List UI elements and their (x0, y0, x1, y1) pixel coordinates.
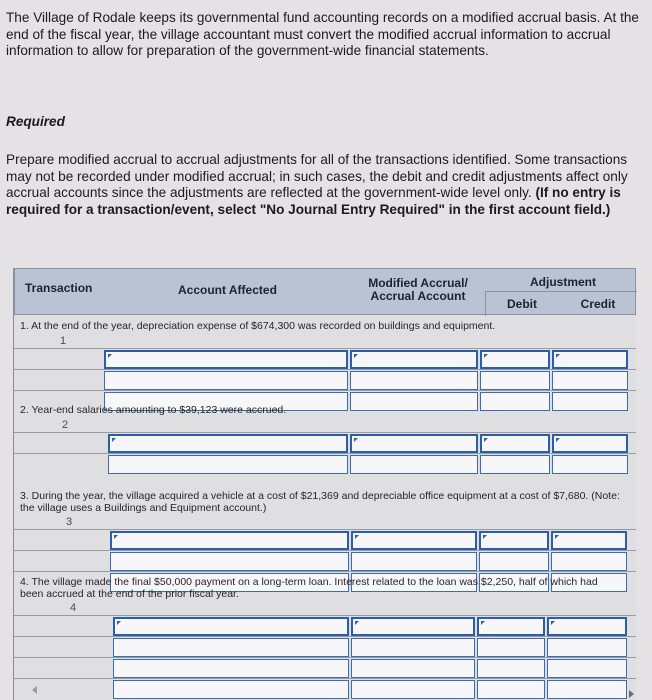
debit-input[interactable] (480, 455, 550, 474)
table-row (14, 636, 636, 658)
header-transaction: Transaction (25, 281, 93, 295)
instructions-bold-note: (If no entry is required for a transaction/event, select "No Journal Entry Required" in the first account field.) (6, 185, 621, 217)
field-marker-icon (484, 354, 488, 358)
intro-paragraph: The Village of Rodale keeps its governmental fund accounting records on a modified accrual basis. At the end of the fiscal year, the village accountant must convert the modified accrual information to accrual information to allow for preparation of the government-wide financial statements. (6, 10, 639, 58)
scroll-left-icon[interactable] (32, 686, 37, 694)
credit-input[interactable] (547, 617, 627, 636)
credit-input[interactable] (552, 434, 628, 453)
table-header (14, 268, 636, 315)
header-debit: Debit (507, 297, 537, 311)
field-marker-icon (112, 438, 116, 442)
account-affected-select[interactable] (113, 638, 349, 657)
account-affected-select[interactable] (104, 350, 348, 369)
header-modified-accrual-line1: Modified Accrual/ (368, 276, 468, 290)
field-marker-icon (556, 438, 560, 442)
account-affected-select[interactable] (113, 680, 349, 699)
credit-input[interactable] (547, 659, 627, 678)
field-marker-icon (484, 438, 488, 442)
field-marker-icon (114, 535, 118, 539)
table-row (14, 348, 636, 370)
accrual-account-field[interactable] (351, 531, 477, 550)
credit-input[interactable] (551, 531, 627, 550)
header-credit: Credit (580, 297, 616, 311)
transaction-number: 4 (69, 602, 77, 614)
table-row (14, 453, 636, 475)
field-marker-icon (556, 354, 560, 358)
accrual-account-field[interactable] (351, 552, 477, 571)
transaction-description: 4. The village made the final $50,000 payment on a long-term loan. Interest related to the loan was $2,250, half of which had been accrued at the end of the prior fiscal year. (20, 576, 598, 600)
field-marker-icon (354, 438, 358, 442)
transaction-description: 3. During the year, the village acquired a vehicle at a cost of $21,369 and depreciable office equipment at a cost of $7,680. (Note: the village uses a Buildings and Equipment account.) (20, 490, 620, 514)
field-marker-icon (483, 535, 487, 539)
transaction-number: 3 (65, 516, 73, 528)
credit-input[interactable] (552, 371, 628, 390)
transaction-description: 2. Year-end salaries amounting to $39,123 were accrued. (20, 404, 287, 416)
field-marker-icon (355, 621, 359, 625)
accrual-account-field[interactable] (350, 350, 478, 369)
instructions-paragraph (6, 152, 646, 218)
credit-input[interactable] (547, 638, 627, 657)
field-marker-icon (355, 535, 359, 539)
table-row (14, 369, 636, 391)
header-adjustment: Adjustment (530, 275, 596, 289)
debit-input[interactable] (479, 531, 549, 550)
debit-input[interactable] (477, 659, 545, 678)
accrual-account-field[interactable] (351, 680, 475, 699)
account-affected-select[interactable] (110, 531, 349, 550)
header-modified-accrual (353, 277, 483, 303)
debit-input[interactable] (479, 552, 549, 571)
credit-input[interactable] (547, 680, 627, 699)
account-affected-select[interactable] (110, 552, 349, 571)
field-marker-icon (108, 354, 112, 358)
field-marker-icon (117, 621, 121, 625)
account-affected-select[interactable] (113, 659, 349, 678)
account-affected-select[interactable] (108, 434, 348, 453)
credit-input[interactable] (552, 350, 628, 369)
table-row (14, 529, 636, 551)
debit-input[interactable] (477, 680, 545, 699)
account-affected-select[interactable] (113, 617, 349, 636)
table-row (14, 615, 636, 637)
accrual-account-field[interactable] (350, 455, 478, 474)
transaction-number: 1 (59, 335, 67, 347)
debit-input[interactable] (480, 434, 550, 453)
field-marker-icon (551, 621, 555, 625)
accrual-account-field[interactable] (350, 434, 478, 453)
table-row (14, 678, 636, 700)
header-divider-vertical (485, 291, 486, 316)
account-affected-select[interactable] (108, 455, 348, 474)
account-affected-select[interactable] (104, 371, 348, 390)
adjustments-table (13, 268, 636, 700)
instructions-text: Prepare modified accrual to accrual adjustments for all of the transactions identified. Some transactions may not be recorded under modified accrual; in such cases, the debit and credit adjustments affect only accrual accounts since the adjustments are reflected at the government-wide level only. (6, 152, 628, 200)
accrual-account-field[interactable] (351, 617, 475, 636)
debit-input[interactable] (477, 617, 545, 636)
accrual-account-field[interactable] (351, 659, 475, 678)
required-heading: Required (6, 114, 65, 129)
debit-input[interactable] (477, 638, 545, 657)
header-divider (485, 291, 637, 292)
accrual-account-field[interactable] (351, 638, 475, 657)
debit-input[interactable] (480, 371, 550, 390)
field-marker-icon (354, 354, 358, 358)
credit-input[interactable] (551, 552, 627, 571)
debit-input[interactable] (480, 350, 550, 369)
scroll-right-icon[interactable] (629, 690, 634, 698)
table-row (14, 432, 636, 454)
field-marker-icon (555, 535, 559, 539)
transaction-description: 1. At the end of the year, depreciation expense of $674,300 was recorded on buildings and equipment. (20, 320, 496, 332)
header-account-affected: Account Affected (178, 283, 277, 297)
credit-input[interactable] (552, 455, 628, 474)
field-marker-icon (481, 621, 485, 625)
accrual-account-field[interactable] (350, 371, 478, 390)
transaction-number: 2 (61, 419, 69, 431)
header-modified-accrual-line2: Accrual Account (370, 289, 466, 303)
table-row (14, 657, 636, 679)
table-row (14, 550, 636, 572)
